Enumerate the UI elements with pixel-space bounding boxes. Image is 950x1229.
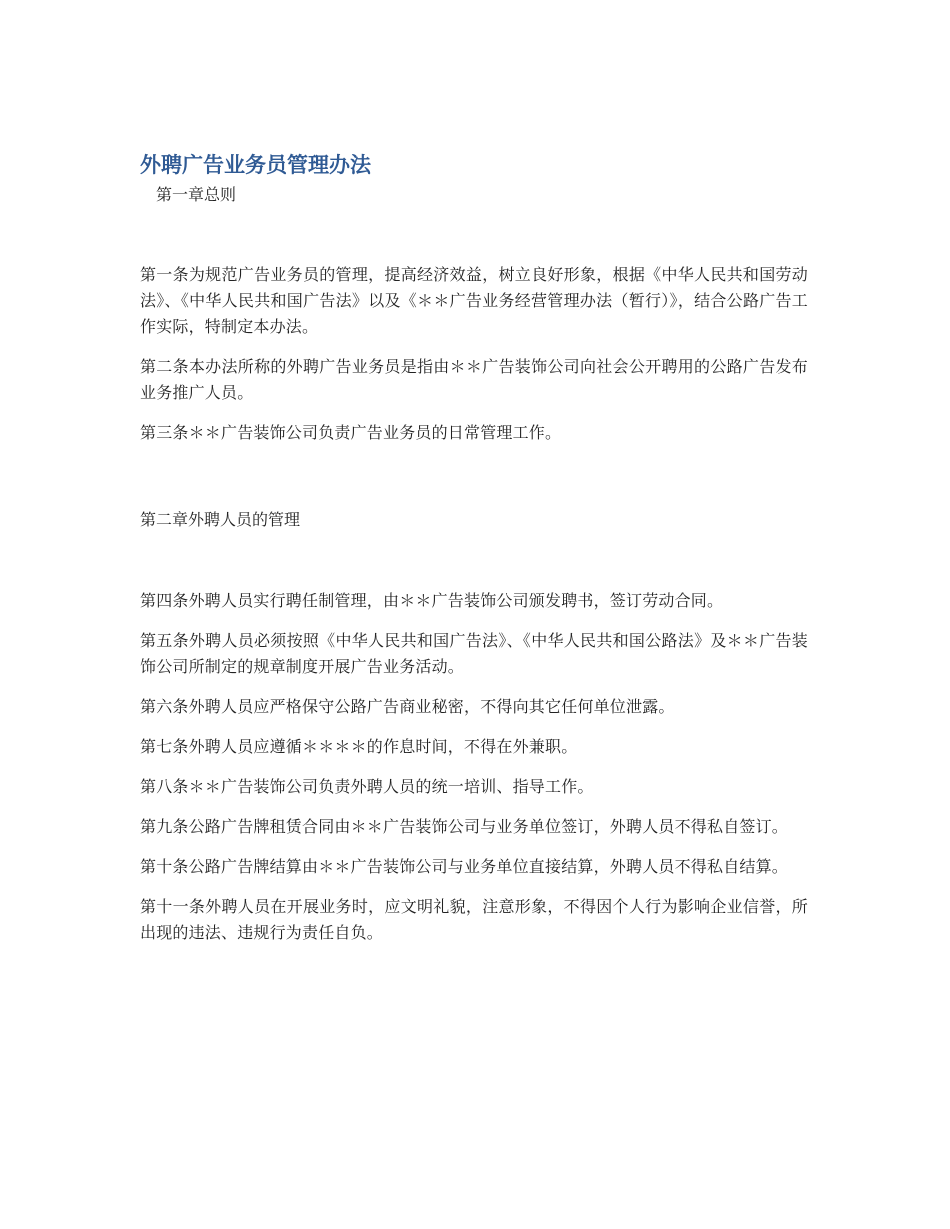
article-6: 第六条外聘人员应严格保守公路广告商业秘密，不得向其它任何单位泄露。 <box>140 697 675 716</box>
chapter-1-heading: 第一章总则 <box>156 185 237 204</box>
chapter-2-heading: 第二章外聘人员的管理 <box>140 510 301 529</box>
article-4: 第四条外聘人员实行聘任制管理，由＊＊广告装饰公司颁发聘书，签订劳动合同。 <box>140 591 724 610</box>
article-1: 第一条为规范广告业务员的管理，提高经济效益，树立良好形象，根据《中华人民共和国劳动法》、《中华人民共和国广告法》以及《＊＊广告业务经营管理办法（暂行）》，结合公路广告工作实际，特制定本办法。 <box>140 265 808 336</box>
document-title: 外聘广告业务员管理办法 <box>140 153 371 177</box>
article-2: 第二条本办法所称的外聘广告业务员是指由＊＊广告装饰公司向社会公开聘用的公路广告发布业务推广人员。 <box>140 357 808 402</box>
chapter-1-articles <box>140 262 808 460</box>
article-3: 第三条＊＊广告装饰公司负责广告业务员的日常管理工作。 <box>140 423 562 442</box>
article-5: 第五条外聘人员必须按照《中华人民共和国广告法》、《中华人民共和国公路法》及＊＊广告装饰公司所制定的规章制度开展广告业务活动。 <box>140 631 808 676</box>
article-11: 第十一条外聘人员在开展业务时，应文明礼貌，注意形象，不得因个人行为影响企业信誉，所出现的违法、违规行为责任自负。 <box>140 897 808 942</box>
article-9: 第九条公路广告牌租赁合同由＊＊广告装饰公司与业务单位签订，外聘人员不得私自签订。 <box>140 817 789 836</box>
article-8: 第八条＊＊广告装饰公司负责外聘人员的统一培训、指导工作。 <box>140 777 594 796</box>
article-7: 第七条外聘人员应遵循＊＊＊＊的作息时间，不得在外兼职。 <box>140 737 578 756</box>
article-10: 第十条公路广告牌结算由＊＊广告装饰公司与业务单位直接结算，外聘人员不得私自结算。 <box>140 857 789 876</box>
chapter-2-articles <box>140 588 808 960</box>
